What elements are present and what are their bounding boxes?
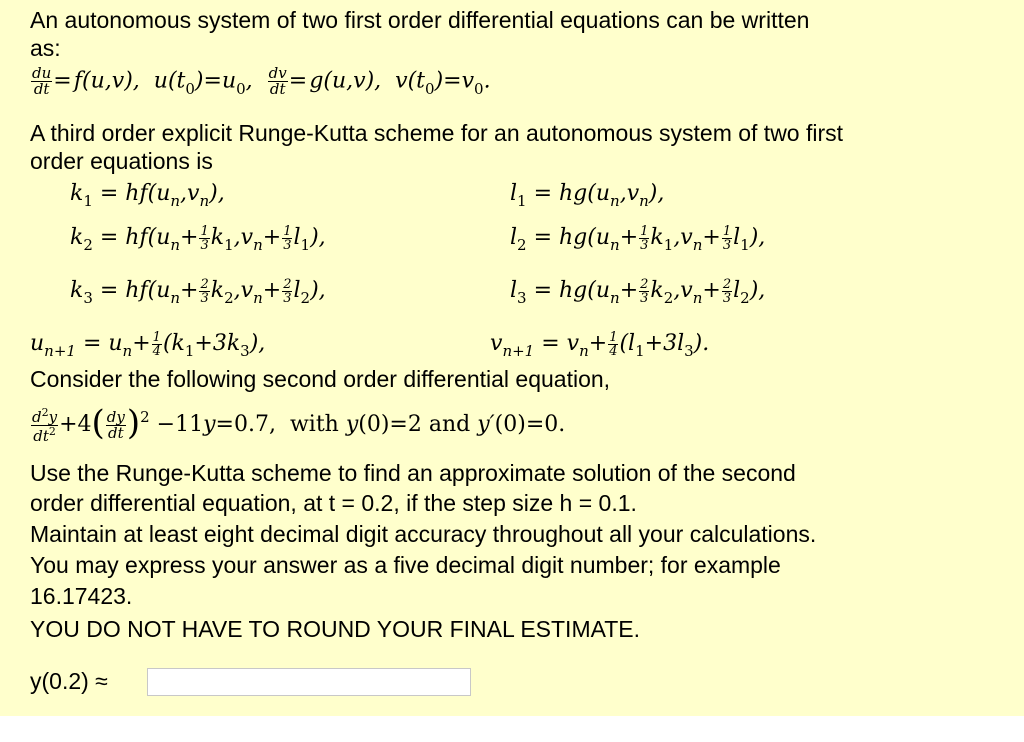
- formula-l3: $l_3 = hg(u_n+$ $\frac{2}{3}$ $k_2,v_n+$ $\frac{2}{3}$ $l_2$),: [510, 276, 766, 307]
- formula-v-next: $v_{n+1} = v_n+$ $\frac{1}{4}$ $(l_1+3l_3)$.: [490, 329, 710, 360]
- round-note: YOU DO NOT HAVE TO ROUND YOUR FINAL ESTIMATE.: [30, 616, 641, 642]
- express-text-line1: You may express your answer as a five decimal digit number; for example: [30, 552, 781, 578]
- use-text-line1: Use the Runge-Kutta scheme to find an approximate solution of the second: [30, 460, 796, 486]
- formula-k1: $k_1 = hf(u_n,v_n)$,: [70, 181, 225, 210]
- formula-k3: $k_3 = hf(u_n+$ $\frac{2}{3}$ $k_2,v_n+$ $\frac{2}{3}$ $l_2$),: [70, 276, 326, 307]
- maintain-text: Maintain at least eight decimal digit accuracy throughout all your calculations.: [30, 521, 817, 547]
- intro-text-line1: An autonomous system of two first order differential equations can be written: [30, 7, 810, 33]
- formula-l1: $l_1 = hg(u_n,v_n)$,: [510, 181, 665, 210]
- answer-input[interactable]: [147, 668, 471, 696]
- express-text-line2: 16.17423.: [30, 583, 133, 609]
- scheme-text-line1: A third order explicit Runge-Kutta scheme for an autonomous system of two first: [30, 120, 844, 146]
- answer-label: y(0.2) ≈: [30, 668, 108, 694]
- intro-text-line2: as:: [30, 35, 61, 61]
- ode-system-equation: $\frac{du}{dt}$ = f(u,v), $u(t_0)=u_0$, $\frac{dv}{dt}$ = g(u,v), $v(t_0)=v_0$.: [32, 64, 491, 98]
- second-order-equation: $\frac{d^2y}{dt^2}$ +4( $\frac{dy}{dt}$ )$^2$ −11y=0.7, with y(0)=2 and y′(0)=0.: [32, 403, 566, 445]
- scheme-text-line2: order equations is: [30, 148, 213, 174]
- formula-u-next: $u_{n+1} = u_n+$ $\frac{1}{4}$ $(k_1+3k_3)$,: [30, 329, 266, 360]
- use-text-line2: order differential equation, at t = 0.2, if the step size h = 0.1.: [30, 490, 637, 516]
- consider-text: Consider the following second order differential equation,: [30, 366, 611, 392]
- formula-l2: $l_2 = hg(u_n+$ $\frac{1}{3}$ $k_1,v_n+$ $\frac{1}{3}$ $l_1$),: [510, 223, 766, 254]
- formula-k2: $k_2 = hf(u_n+$ $\frac{1}{3}$ $k_1,v_n+$ $\frac{1}{3}$ $l_1$),: [70, 223, 326, 254]
